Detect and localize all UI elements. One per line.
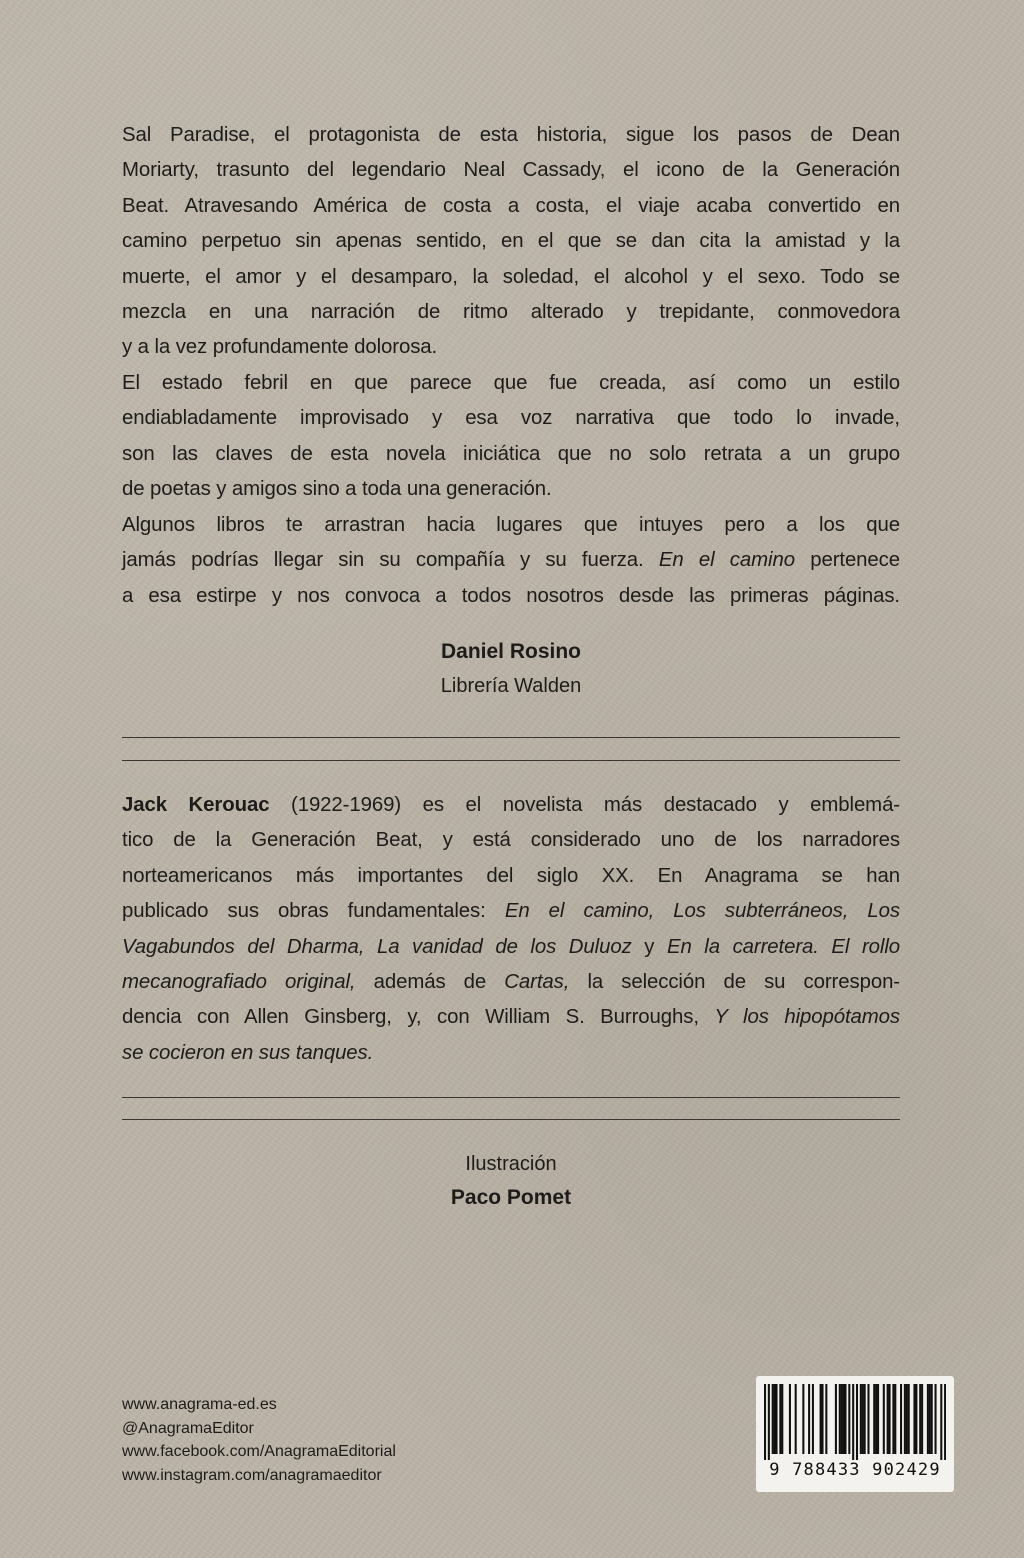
barcode-bar [781, 1384, 783, 1454]
text-span: (1922-1969) es el novelista más destacado y emblemá- [269, 794, 900, 816]
blurb-line: muerte, el amor y el desamparo, la soledad, el alcohol y el sexo. Todo se [122, 265, 900, 288]
barcode-bar [768, 1384, 770, 1460]
instagram-link[interactable]: www.instagram.com/anagramaeditor [122, 1466, 382, 1484]
barcode-bar [835, 1384, 837, 1454]
barcode-bar [772, 1384, 774, 1454]
barcode-bar [820, 1384, 822, 1454]
barcode-bar [795, 1384, 797, 1454]
barcode-bar [848, 1384, 850, 1454]
divider-rule [122, 1097, 900, 1098]
barcode-bar [821, 1384, 823, 1454]
publisher-links [122, 1393, 396, 1487]
barcode-bar [900, 1384, 902, 1454]
divider-rule [122, 760, 900, 761]
barcode-bar [931, 1384, 933, 1454]
barcode-bar [825, 1384, 827, 1454]
book-titles-italic: En la carretera. El rollo [666, 935, 900, 958]
blurb-line: Moriarty, trasunto del legendario Neal Cassady, el icono de la Generación [122, 159, 900, 182]
barcode-bar [789, 1384, 791, 1454]
bio-line [122, 965, 900, 1000]
barcode-bar [812, 1384, 814, 1454]
barcode-bar [889, 1384, 891, 1454]
twitter-handle[interactable]: @AnagramaEditor [122, 1419, 254, 1437]
barcode-bar [887, 1384, 889, 1454]
author-bio [122, 788, 900, 1071]
blurb-paragraph-1 [122, 118, 900, 366]
barcode-bar [913, 1384, 915, 1454]
barcode-bar [940, 1384, 942, 1460]
barcode-bar [875, 1384, 877, 1454]
book-titles-italic: mecanografiado original, [122, 971, 356, 994]
barcode-bar [927, 1384, 929, 1454]
blurb-line: y a la vez profundamente dolorosa. [122, 336, 438, 359]
barcode-bar [944, 1384, 946, 1460]
barcode-bar [839, 1384, 841, 1454]
bio-line [122, 894, 900, 929]
isbn-barcode [756, 1376, 954, 1492]
blurb-line: Sal Paradise, el protagonista de esta historia, sigue los pasos de Dean [122, 124, 900, 146]
blurb-line: de poetas y amigos sino a toda una generación. [122, 478, 552, 501]
barcode-bar [774, 1384, 776, 1454]
barcode-bar [904, 1384, 906, 1454]
book-titles-italic: En el camino, Los subterráneos, Los [504, 900, 900, 923]
barcode-bar [864, 1384, 866, 1454]
text-span: la selección de su correspon- [569, 971, 900, 994]
book-titles-italic: Cartas, [504, 971, 570, 994]
barcode-bar [906, 1384, 908, 1454]
blurb-line: camino perpetuo sin apenas sentido, en el que se dan cita la amistad y la [122, 230, 900, 253]
blurb-line: son las claves de esta novela iniciática que no solo retrata a un grupo [122, 442, 900, 465]
website-link[interactable]: www.anagrama-ed.es [122, 1396, 277, 1413]
barcode-bar [873, 1384, 875, 1454]
book-titles-italic: Y los hipopótamos [714, 1006, 900, 1029]
blurb-paragraph-2 [122, 366, 900, 508]
text-span: pertenece [794, 549, 901, 572]
barcode-bar [802, 1384, 804, 1454]
book-title-italic: En el camino [658, 549, 795, 572]
barcode-bar [883, 1384, 885, 1454]
barcode-bar [843, 1384, 845, 1454]
barcode-bar [860, 1384, 862, 1454]
blurb-line: a esa estirpe y nos convoca a todos nosotros desde las primeras páginas. [122, 584, 900, 607]
barcode-bar [894, 1384, 896, 1454]
divider-rule [122, 737, 900, 738]
bio-line: norteamericanos más importantes del siglo XX. En Anagrama se han [122, 864, 900, 887]
blurb-line: Beat. Atravesando América de costa a costa, el viaje acaba convertido en [122, 194, 900, 217]
book-titles-italic: Vagabundos del Dharma, La vanidad de los Duluoz [122, 935, 632, 958]
barcode-bar [935, 1384, 937, 1454]
barcode-bar [867, 1384, 869, 1454]
facebook-link[interactable]: www.facebook.com/AnagramaEditorial [122, 1443, 396, 1460]
credit-name: Paco Pomet [450, 1186, 572, 1209]
bio-line [122, 930, 900, 965]
barcode-bar [856, 1384, 858, 1460]
blurb-line: endiabladamente improvisado y esa voz narrativa que todo lo invade, [122, 407, 900, 430]
signature-org: Librería Walden [440, 675, 582, 697]
bio-line [122, 788, 900, 823]
barcode-bar [808, 1384, 810, 1454]
barcode-bar [764, 1384, 766, 1460]
barcode-bar [892, 1384, 894, 1454]
text-span: dencia con Allen Ginsberg, y, con William S. Burroughs, [122, 1006, 715, 1029]
bio-line: tico de la Generación Beat, y está considerado uno de los narradores [122, 829, 900, 852]
divider-rule [122, 1119, 900, 1120]
blurb-line [122, 543, 900, 578]
bio-line [122, 1000, 900, 1035]
barcode-bar [852, 1384, 854, 1460]
barcode-bar [919, 1384, 921, 1454]
text-span: además de [355, 971, 505, 994]
blurb-line: mezcla en una narración de ritmo alterado y trepidante, conmovedora [122, 301, 900, 324]
text-span: jamás podrías llegar sin su compañía y su fuerza. [122, 549, 659, 572]
barcode-bar [915, 1384, 917, 1454]
isbn-number: 9 788433 902429 [769, 1460, 941, 1480]
barcode-bar [844, 1384, 846, 1454]
illustration-credit [122, 1147, 900, 1215]
barcode-bar [775, 1384, 777, 1454]
text-span: publicado sus obras fundamentales: [122, 900, 505, 923]
blurb-signature [122, 635, 900, 703]
barcode-bar [908, 1384, 910, 1454]
author-name: Jack Kerouac [122, 794, 270, 816]
barcode-bar [877, 1384, 879, 1454]
barcode-bar [921, 1384, 923, 1454]
signature-name: Daniel Rosino [440, 640, 582, 663]
blurb-paragraph-3 [122, 508, 900, 614]
barcode-bar [862, 1384, 864, 1454]
barcode-bar [841, 1384, 843, 1454]
credit-label: Ilustración [465, 1153, 557, 1175]
bio-line [122, 1036, 900, 1071]
barcode-bar [779, 1384, 781, 1454]
book-titles-italic: se cocieron en sus tanques. [122, 1041, 374, 1064]
text-span: y [631, 935, 667, 958]
barcode-bar [929, 1384, 931, 1454]
blurb-line: Algunos libros te arrastran hacia lugares que intuyes pero a los que [122, 514, 900, 536]
blurb-line: El estado febril en que parece que fue creada, así como un estilo [122, 372, 900, 394]
barcode-bars [764, 1384, 946, 1460]
